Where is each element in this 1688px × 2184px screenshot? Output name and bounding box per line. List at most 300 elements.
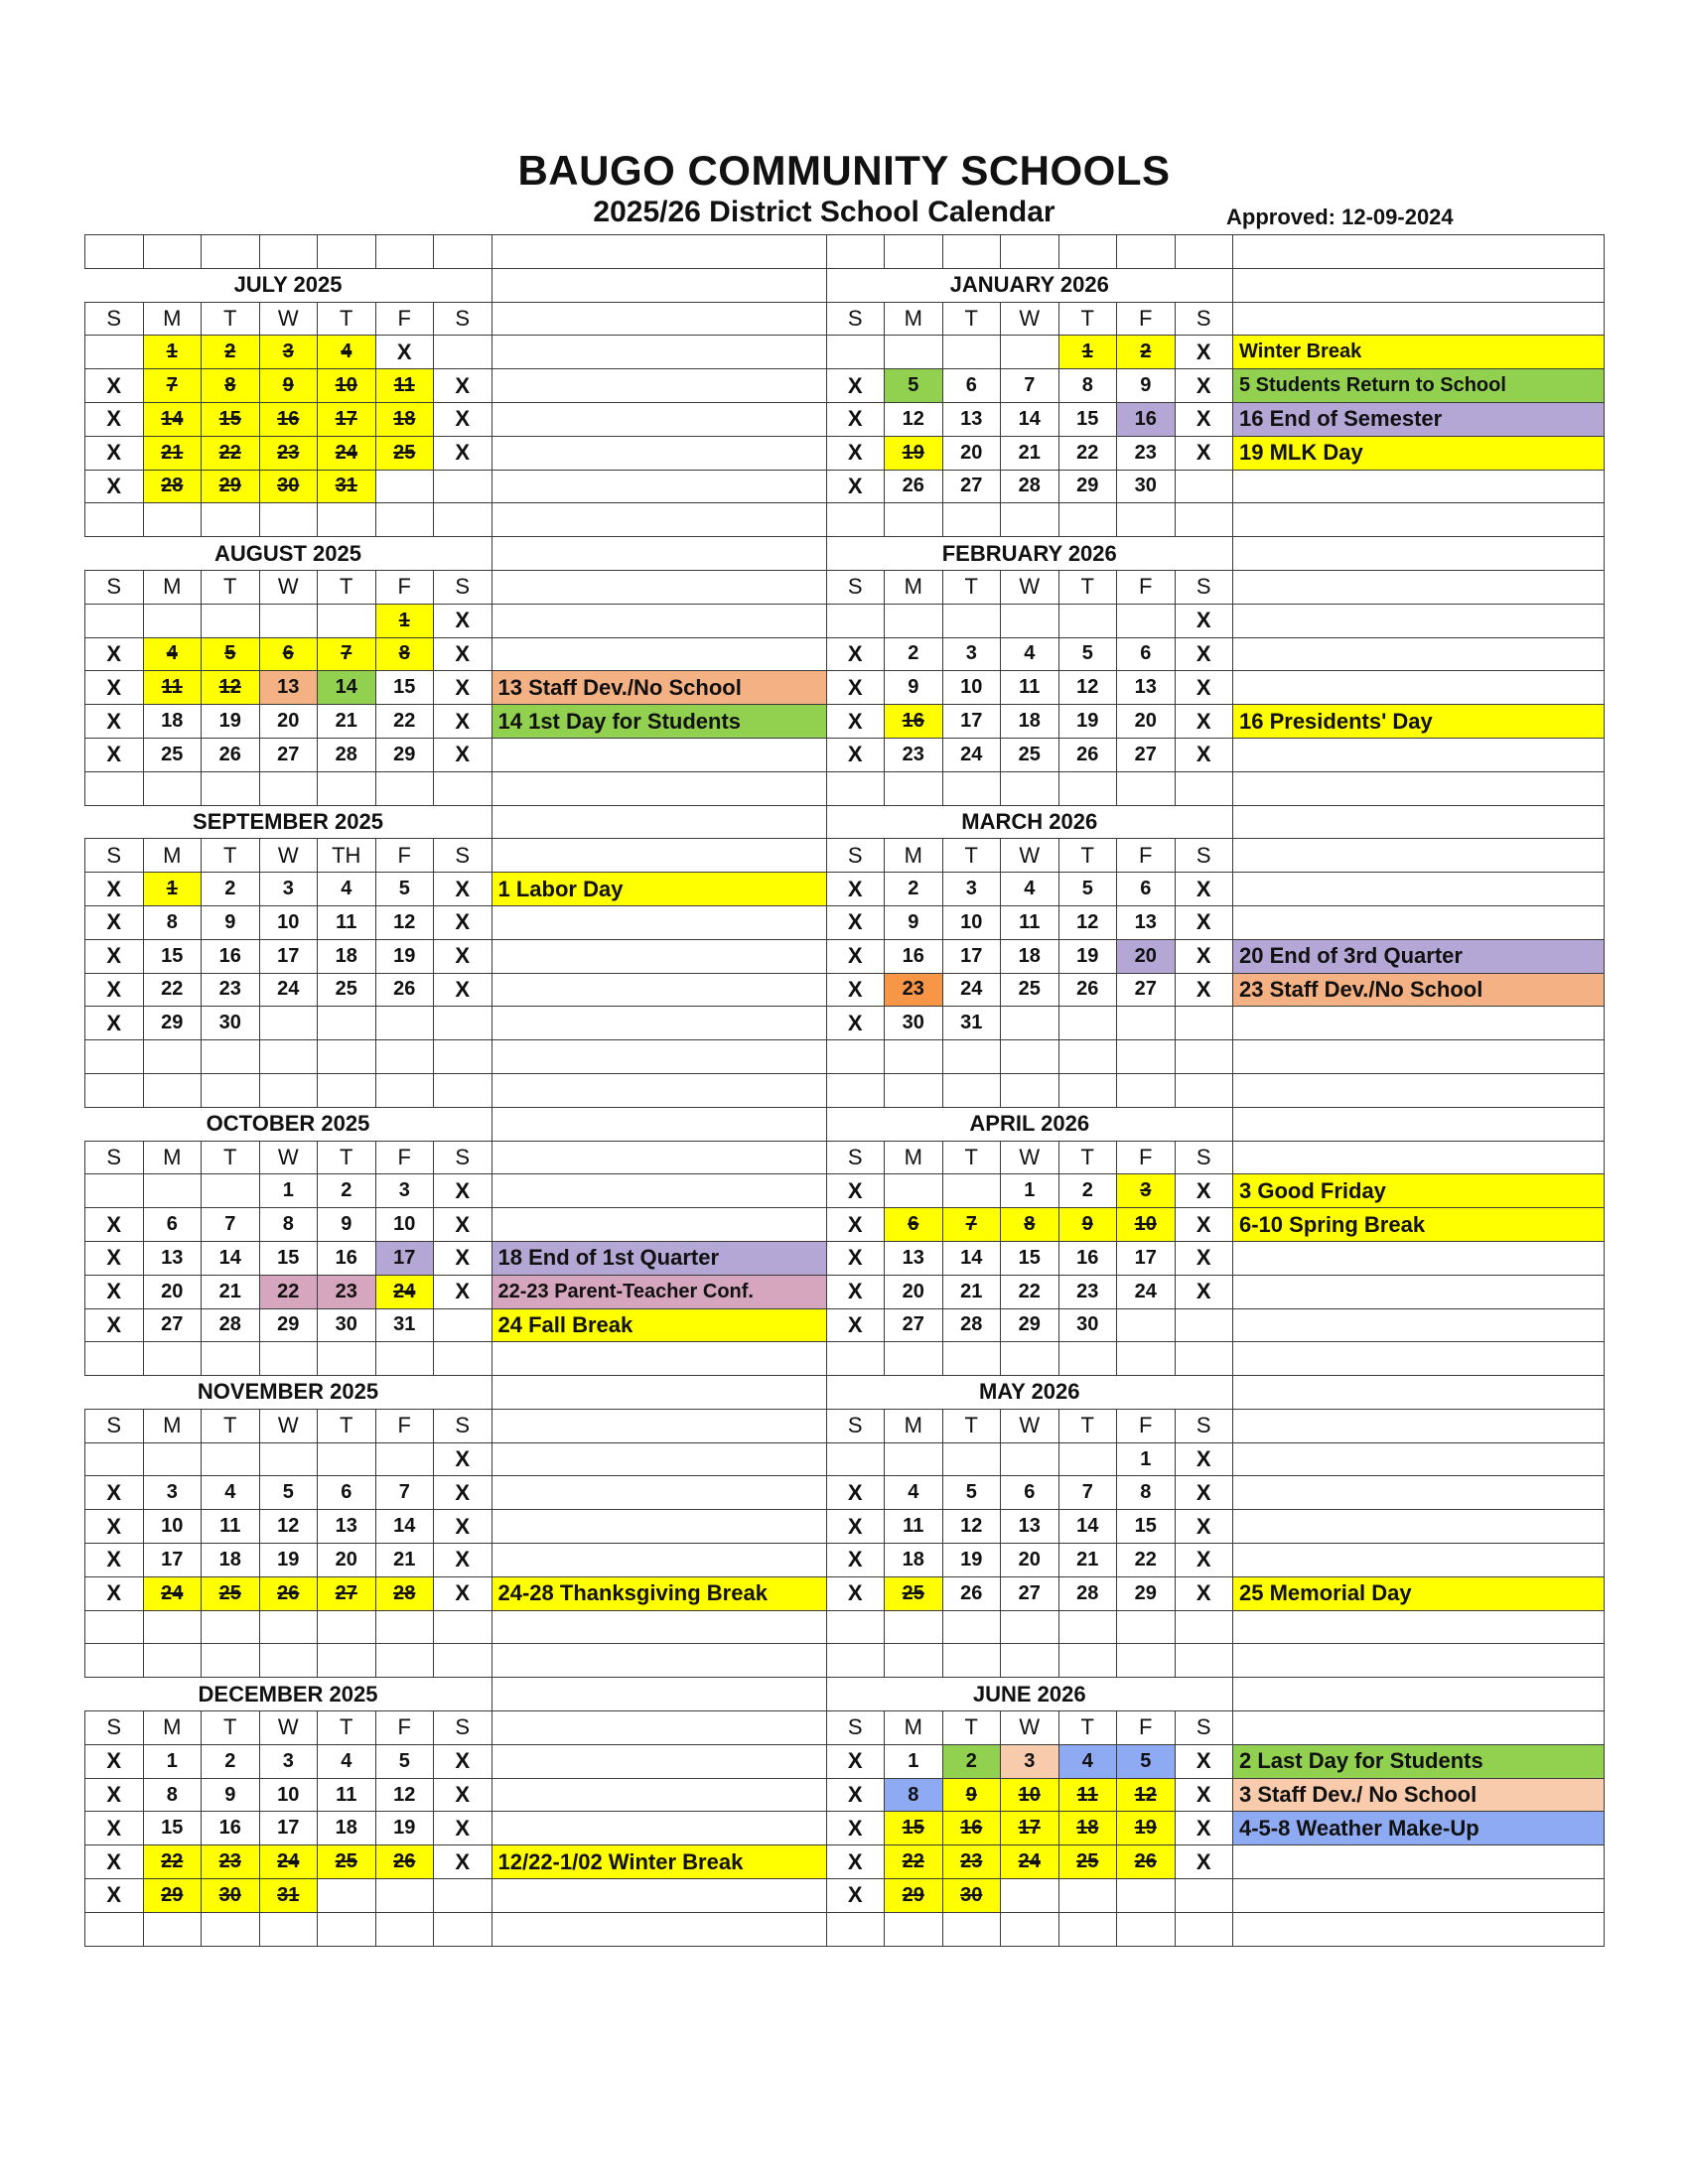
empty-cell [492, 1073, 826, 1107]
note-cell [1233, 1241, 1605, 1275]
empty-cell [1058, 503, 1117, 537]
event-note: 22-23 Parent-Teacher Conf. [492, 1275, 826, 1308]
month-title: DECEMBER 2025 [85, 1678, 492, 1711]
day-cell: 22 [259, 1275, 318, 1308]
no-school-marker: X [434, 1744, 492, 1778]
day-cell: 15 [143, 1812, 202, 1845]
empty-cell [143, 1912, 202, 1946]
day-cell: 2 [885, 637, 943, 671]
empty-cell [885, 1610, 943, 1644]
no-school-marker: X [826, 436, 885, 470]
empty-cell [202, 1073, 260, 1107]
no-school-marker: X [85, 973, 144, 1007]
week-row [85, 1576, 1605, 1610]
no-school-marker: X [1175, 738, 1233, 771]
weekday-header: S [826, 839, 885, 873]
day-cell: 13 [259, 671, 318, 705]
empty-cell [492, 1342, 826, 1376]
day-cell: 1 [885, 1744, 943, 1778]
weekday-header: M [143, 1711, 202, 1745]
empty-cell [375, 1644, 434, 1678]
empty-day-cell [434, 1879, 492, 1913]
weekday-header: M [143, 1141, 202, 1174]
empty-day-cell [375, 1442, 434, 1476]
empty-cell [1233, 1073, 1605, 1107]
note-cell [1233, 1141, 1605, 1174]
day-cell: 5 [1117, 1744, 1176, 1778]
empty-cell [826, 503, 885, 537]
day-cell: 31 [318, 470, 376, 503]
month-title: JANUARY 2026 [826, 268, 1233, 302]
note-cell [492, 1208, 826, 1242]
weekday-header: S [85, 1409, 144, 1442]
weekday-header: T [202, 1711, 260, 1745]
weekday-header-row [85, 302, 1605, 336]
empty-cell [318, 1073, 376, 1107]
no-school-marker: X [85, 1778, 144, 1812]
no-school-marker: X [1175, 705, 1233, 739]
day-cell: 6 [143, 1208, 202, 1242]
empty-cell [826, 771, 885, 805]
note-cell [1233, 671, 1605, 705]
empty-cell [885, 1644, 943, 1678]
day-cell: 11 [1001, 671, 1059, 705]
spacer-row [85, 1644, 1605, 1678]
day-cell: 29 [375, 738, 434, 771]
day-cell: 12 [375, 905, 434, 939]
no-school-marker: X [1175, 637, 1233, 671]
no-school-marker: X [826, 1476, 885, 1510]
empty-cell [434, 1040, 492, 1074]
empty-day-cell [434, 470, 492, 503]
empty-cell [375, 1040, 434, 1074]
day-cell: 17 [259, 939, 318, 973]
empty-cell [1001, 1040, 1059, 1074]
empty-day-cell [942, 336, 1001, 369]
day-cell: 13 [318, 1510, 376, 1544]
weekday-header: S [434, 1141, 492, 1174]
note-cell [492, 1879, 826, 1913]
no-school-marker: X [85, 1744, 144, 1778]
note-cell [492, 268, 826, 302]
event-note: 24-28 Thanksgiving Break [492, 1576, 826, 1610]
day-cell: 15 [375, 671, 434, 705]
no-school-marker: X [434, 1275, 492, 1308]
no-school-marker: X [826, 1845, 885, 1879]
weekday-header: F [375, 839, 434, 873]
weekday-header: T [318, 570, 376, 604]
empty-day-cell [942, 604, 1001, 637]
day-cell: 17 [942, 939, 1001, 973]
empty-cell [85, 1610, 144, 1644]
no-school-marker: X [1175, 1476, 1233, 1510]
weekday-header: W [259, 570, 318, 604]
day-cell: 5 [259, 1476, 318, 1510]
empty-cell [259, 1342, 318, 1376]
no-school-marker: X [434, 1510, 492, 1544]
empty-cell [143, 235, 202, 269]
empty-cell [434, 1912, 492, 1946]
day-cell: 22 [1058, 436, 1117, 470]
empty-cell [1233, 1040, 1605, 1074]
day-cell: 16 [1058, 1241, 1117, 1275]
weekday-header: T [942, 1409, 1001, 1442]
empty-cell [492, 1610, 826, 1644]
no-school-marker: X [434, 1476, 492, 1510]
day-cell: 13 [885, 1241, 943, 1275]
empty-cell [143, 503, 202, 537]
empty-cell [942, 503, 1001, 537]
day-cell: 14 [1058, 1510, 1117, 1544]
month-title-row [85, 537, 1605, 571]
empty-cell [143, 1040, 202, 1074]
empty-cell [143, 1342, 202, 1376]
day-cell: 18 [318, 939, 376, 973]
empty-day-cell [1175, 1308, 1233, 1342]
empty-cell [942, 235, 1001, 269]
day-cell: 29 [1001, 1308, 1059, 1342]
no-school-marker: X [434, 1576, 492, 1610]
day-cell: 23 [942, 1845, 1001, 1879]
day-cell: 20 [942, 436, 1001, 470]
day-cell: 11 [318, 905, 376, 939]
event-note: 20 End of 3rd Quarter [1233, 939, 1605, 973]
weekday-header: S [1175, 1711, 1233, 1745]
note-cell [492, 1141, 826, 1174]
day-cell: 20 [885, 1275, 943, 1308]
day-cell: 7 [143, 369, 202, 403]
spacer-row [85, 1610, 1605, 1644]
no-school-marker: X [85, 369, 144, 403]
no-school-marker: X [434, 1442, 492, 1476]
weekday-header: T [942, 302, 1001, 336]
day-cell: 13 [942, 402, 1001, 436]
day-cell: 24 [259, 1845, 318, 1879]
empty-cell [434, 235, 492, 269]
day-cell: 30 [318, 1308, 376, 1342]
empty-cell [1175, 1610, 1233, 1644]
day-cell: 19 [1117, 1812, 1176, 1845]
day-cell: 7 [1058, 1476, 1117, 1510]
day-cell: 29 [202, 470, 260, 503]
day-cell: 8 [202, 369, 260, 403]
day-cell: 12 [1058, 905, 1117, 939]
empty-cell [826, 235, 885, 269]
day-cell: 16 [202, 939, 260, 973]
empty-cell [202, 1610, 260, 1644]
no-school-marker: X [826, 1744, 885, 1778]
day-cell: 28 [375, 1576, 434, 1610]
empty-cell [85, 1073, 144, 1107]
week-row [85, 1744, 1605, 1778]
weekday-header: S [826, 570, 885, 604]
month-title-row [85, 268, 1605, 302]
no-school-marker: X [85, 402, 144, 436]
day-cell: 24 [259, 973, 318, 1007]
day-cell: 19 [942, 1544, 1001, 1577]
empty-cell [259, 503, 318, 537]
weekday-header: W [259, 1711, 318, 1745]
no-school-marker: X [826, 671, 885, 705]
day-cell: 17 [318, 402, 376, 436]
note-cell [1233, 738, 1605, 771]
day-cell: 12 [1058, 671, 1117, 705]
empty-cell [202, 503, 260, 537]
day-cell: 10 [942, 905, 1001, 939]
note-cell [1233, 570, 1605, 604]
empty-cell [375, 1342, 434, 1376]
day-cell: 13 [1117, 671, 1176, 705]
day-cell: 1 [1117, 1442, 1176, 1476]
day-cell: 12 [375, 1778, 434, 1812]
weekday-header: T [318, 1711, 376, 1745]
empty-cell [1117, 1644, 1176, 1678]
day-cell: 24 [318, 436, 376, 470]
week-row [85, 637, 1605, 671]
empty-day-cell [375, 1007, 434, 1040]
month-title-row [85, 805, 1605, 839]
day-cell: 18 [202, 1544, 260, 1577]
week-row [85, 1476, 1605, 1510]
empty-cell [492, 1644, 826, 1678]
day-cell: 16 [259, 402, 318, 436]
weekday-header: S [1175, 839, 1233, 873]
day-cell: 15 [202, 402, 260, 436]
empty-cell [1001, 1644, 1059, 1678]
spacer-row [85, 1912, 1605, 1946]
weekday-header: T [942, 1711, 1001, 1745]
no-school-marker: X [1175, 1845, 1233, 1879]
note-cell [1233, 302, 1605, 336]
weekday-header: S [826, 1409, 885, 1442]
week-row [85, 402, 1605, 436]
weekday-header: T [318, 1141, 376, 1174]
day-cell: 18 [885, 1544, 943, 1577]
day-cell: 10 [375, 1208, 434, 1242]
day-cell: 10 [1001, 1778, 1059, 1812]
no-school-marker: X [1175, 671, 1233, 705]
day-cell: 15 [1058, 402, 1117, 436]
note-cell [1233, 1442, 1605, 1476]
no-school-marker: X [1175, 939, 1233, 973]
no-school-marker: X [1175, 1241, 1233, 1275]
day-cell: 23 [885, 973, 943, 1007]
no-school-marker: X [85, 705, 144, 739]
no-school-marker: X [85, 1007, 144, 1040]
week-row [85, 671, 1605, 705]
no-school-marker: X [1175, 1744, 1233, 1778]
no-school-marker: X [434, 973, 492, 1007]
empty-cell [1117, 771, 1176, 805]
empty-day-cell [1117, 1007, 1176, 1040]
day-cell: 26 [885, 470, 943, 503]
empty-cell [1175, 1342, 1233, 1376]
no-school-marker: X [826, 1778, 885, 1812]
weekday-header: TH [318, 839, 376, 873]
note-cell [492, 369, 826, 403]
weekday-header: M [885, 570, 943, 604]
day-cell: 22 [1001, 1275, 1059, 1308]
day-cell: 30 [259, 470, 318, 503]
day-cell: 23 [885, 738, 943, 771]
day-cell: 30 [942, 1879, 1001, 1913]
day-cell: 21 [318, 705, 376, 739]
day-cell: 11 [202, 1510, 260, 1544]
empty-cell [942, 1644, 1001, 1678]
empty-cell [259, 235, 318, 269]
weekday-header: M [885, 302, 943, 336]
day-cell: 6 [1117, 637, 1176, 671]
day-cell: 3 [375, 1174, 434, 1208]
day-cell: 17 [259, 1812, 318, 1845]
day-cell: 29 [143, 1007, 202, 1040]
empty-cell [942, 1073, 1001, 1107]
note-cell [492, 1812, 826, 1845]
day-cell: 24 [942, 738, 1001, 771]
empty-day-cell [1001, 1442, 1059, 1476]
day-cell: 1 [1001, 1174, 1059, 1208]
day-cell: 27 [1001, 1576, 1059, 1610]
day-cell: 3 [1001, 1744, 1059, 1778]
note-cell [492, 1376, 826, 1410]
weekday-header: W [1001, 1141, 1059, 1174]
day-cell: 8 [375, 637, 434, 671]
month-title: OCTOBER 2025 [85, 1107, 492, 1141]
day-cell: 20 [1117, 939, 1176, 973]
no-school-marker: X [1175, 1576, 1233, 1610]
empty-day-cell [1001, 1007, 1059, 1040]
empty-cell [1175, 1040, 1233, 1074]
no-school-marker: X [826, 1510, 885, 1544]
empty-cell [1233, 1912, 1605, 1946]
no-school-marker: X [826, 905, 885, 939]
weekday-header: T [942, 1141, 1001, 1174]
empty-cell [885, 235, 943, 269]
no-school-marker: X [434, 604, 492, 637]
week-row [85, 939, 1605, 973]
day-cell: 1 [143, 1744, 202, 1778]
empty-day-cell [143, 1174, 202, 1208]
no-school-marker: X [85, 1879, 144, 1913]
empty-cell [202, 1040, 260, 1074]
empty-cell [492, 1040, 826, 1074]
day-cell: 12 [1117, 1778, 1176, 1812]
weekday-header: S [434, 1711, 492, 1745]
weekday-header: T [1058, 1409, 1117, 1442]
empty-cell [942, 1912, 1001, 1946]
month-title-row [85, 1376, 1605, 1410]
empty-cell [202, 235, 260, 269]
month-title: AUGUST 2025 [85, 537, 492, 571]
day-cell: 31 [375, 1308, 434, 1342]
empty-day-cell [1001, 604, 1059, 637]
no-school-marker: X [826, 1275, 885, 1308]
week-row [85, 973, 1605, 1007]
week-row [85, 369, 1605, 403]
weekday-header: W [1001, 570, 1059, 604]
empty-day-cell [826, 336, 885, 369]
day-cell: 2 [1117, 336, 1176, 369]
weekday-header: S [826, 302, 885, 336]
weekday-header: S [434, 302, 492, 336]
day-cell: 8 [1117, 1476, 1176, 1510]
weekday-header-row [85, 570, 1605, 604]
empty-cell [885, 1073, 943, 1107]
weekday-header: W [259, 302, 318, 336]
month-title-row [85, 1678, 1605, 1711]
week-row [85, 1442, 1605, 1476]
empty-cell [1233, 1644, 1605, 1678]
weekday-header-row [85, 1711, 1605, 1745]
weekday-header: M [885, 1141, 943, 1174]
no-school-marker: X [826, 973, 885, 1007]
day-cell: 10 [318, 369, 376, 403]
event-note: 2 Last Day for Students [1233, 1744, 1605, 1778]
day-cell: 24 [143, 1576, 202, 1610]
no-school-marker: X [85, 1308, 144, 1342]
week-row [85, 1308, 1605, 1342]
weekday-header: S [434, 839, 492, 873]
weekday-header: T [202, 1409, 260, 1442]
day-cell: 14 [143, 402, 202, 436]
empty-cell [434, 1073, 492, 1107]
day-cell: 11 [318, 1778, 376, 1812]
day-cell: 19 [1058, 939, 1117, 973]
note-cell [492, 302, 826, 336]
week-row [85, 1275, 1605, 1308]
note-cell [1233, 805, 1605, 839]
empty-cell [259, 771, 318, 805]
day-cell: 8 [143, 1778, 202, 1812]
event-note: 25 Memorial Day [1233, 1576, 1605, 1610]
day-cell: 27 [143, 1308, 202, 1342]
note-cell [1233, 268, 1605, 302]
day-cell: 18 [1058, 1812, 1117, 1845]
weekday-header: M [885, 1409, 943, 1442]
no-school-marker: X [826, 1241, 885, 1275]
day-cell: 23 [259, 436, 318, 470]
note-cell [492, 1174, 826, 1208]
day-cell: 7 [942, 1208, 1001, 1242]
empty-day-cell [434, 1308, 492, 1342]
note-cell [1233, 1409, 1605, 1442]
weekday-header: W [1001, 302, 1059, 336]
day-cell: 1 [375, 604, 434, 637]
day-cell: 4 [1058, 1744, 1117, 1778]
no-school-marker: X [1175, 905, 1233, 939]
weekday-header: S [1175, 1141, 1233, 1174]
empty-cell [1117, 503, 1176, 537]
day-cell: 8 [885, 1778, 943, 1812]
no-school-marker: X [434, 369, 492, 403]
empty-day-cell [942, 1174, 1001, 1208]
empty-cell [434, 1644, 492, 1678]
day-cell: 6 [885, 1208, 943, 1242]
event-note: 1 Labor Day [492, 873, 826, 906]
empty-cell [202, 1342, 260, 1376]
note-cell [492, 402, 826, 436]
day-cell: 19 [1058, 705, 1117, 739]
empty-day-cell [942, 1442, 1001, 1476]
empty-cell [1001, 771, 1059, 805]
day-cell: 29 [1058, 470, 1117, 503]
empty-cell [1233, 1342, 1605, 1376]
note-cell [492, 436, 826, 470]
no-school-marker: X [434, 671, 492, 705]
empty-day-cell [1058, 604, 1117, 637]
week-row [85, 1845, 1605, 1879]
day-cell: 13 [1117, 905, 1176, 939]
